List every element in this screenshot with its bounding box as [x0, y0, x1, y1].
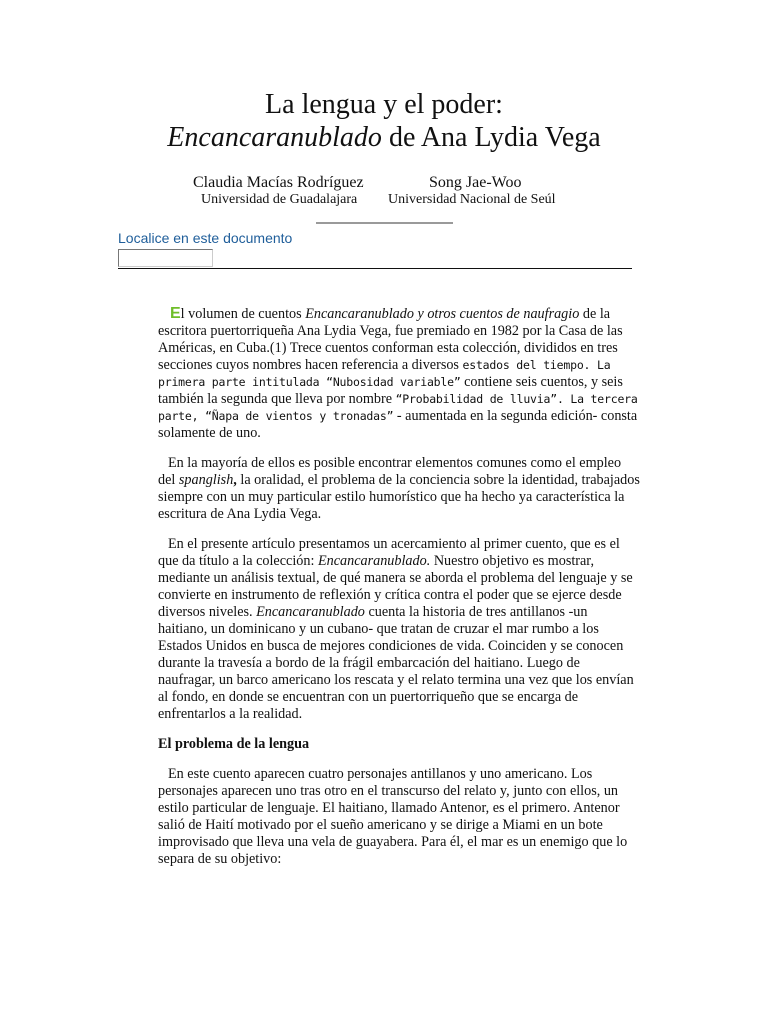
title-rest: de Ana Lydia Vega [381, 122, 601, 153]
paragraph-2 [158, 455, 640, 523]
text-run: la oralidad, el problema de la conciencia sobre la identidad, trabajados siempre con un muy particular estilo humorístico que ha hecho ya característica la escritura de Ana Lydia Vega. [158, 472, 640, 522]
text-run: - aumentada en la segunda edición- consta solamente de uno. [158, 408, 638, 441]
text-run: cuenta la historia de tres antillanos -un haitiano, un dominicano y un cubano- que tratan de cruzar el mar rumbo a los Estados Unidos en busca de mejores condiciones de vida. Coinciden y se conocen durante la travesía a bordo de la frágil embarcación del haitiano. Luego de naufragar, un barco americano los rescata y el relato termina una vez que los envían al fondo, en donde se encuentran con un puertorriqueño que se encarga de enfrentarlos a la realidad. [158, 604, 634, 722]
italic-title: Encancaranublado [256, 604, 365, 620]
author-name: Claudia Macías Rodríguez [193, 174, 364, 191]
horizontal-rule [118, 268, 632, 269]
author-affiliation: Universidad Nacional de Seúl [388, 192, 556, 207]
text-run: En la mayoría de ellos es posible encontrar elementos comunes como el empleo del [158, 455, 622, 488]
text-run: l volumen de cuentos [180, 306, 306, 322]
drop-cap: E [170, 305, 181, 322]
bold-punct: , [233, 472, 237, 488]
title-italic-work: Encancaranublado [167, 122, 382, 153]
section-heading: El problema de la lengua [158, 736, 310, 752]
text-run: En el presente artículo presentamos un acercamiento al primer cuento, que es el que da título a la colección: [158, 536, 620, 569]
search-label: Localice en este documento [118, 230, 293, 246]
paragraph-1 [158, 305, 640, 442]
paragraph-3 [158, 536, 640, 723]
italic-term: spanglish [178, 472, 234, 488]
text-run: contiene seis cuentos, y seis también la segunda que lleva por nombre [158, 374, 623, 407]
text-run: Nuestro objetivo es mostrar, mediante un análisis textual, de qué manera se aborda el problema del lenguaje y se convierte en instrumento de reflexión y crítica contra el poder que se ejerce desde diversos niveles. [158, 553, 633, 620]
text-run-mono: estados del tiempo. La primera parte intitulada “Nubosidad variable” [158, 358, 611, 389]
text-run-mono: “Probabilidad de lluvia”. La tercera parte, “Ñapa de vientos y tronadas” [158, 392, 638, 423]
article-body [158, 305, 640, 881]
article-title-line-2 [0, 121, 768, 155]
text-run: de la escritora puertorriqueña Ana Lydia Vega, fue premiado en 1982 por la Casa de las Américas, en Cuba.(1) Trece cuentos conforman esta colección, divididos en tres secciones cuyos nombres hacen referencia a diversos [158, 306, 623, 373]
search-input[interactable] [118, 249, 213, 267]
author-affiliation: Universidad de Guadalajara [201, 192, 358, 207]
author-name: Song Jae-Woo [429, 174, 522, 191]
paragraph-4: En este cuento aparecen cuatro personajes antillanos y uno americano. Los personajes aparecen uno tras otro en el transcurso del relato y, junto con ellos, un estilo particular de lenguaje. El haitiano, llamado Antenor, es el primero. Antenor salió de Haití motivado por el sueño americano y se dirige a Miami en un bote improvisado que lleva una vela de guayabera. Para él, el mar es un enemigo que lo separa de su objetivo: [158, 766, 628, 867]
italic-title: Encancaranublado. [317, 553, 431, 569]
separator-line [316, 222, 453, 224]
book-title: Encancaranublado y otros cuentos de naufragio [305, 306, 580, 322]
article-title-line-1: La lengua y el poder: [265, 89, 503, 120]
